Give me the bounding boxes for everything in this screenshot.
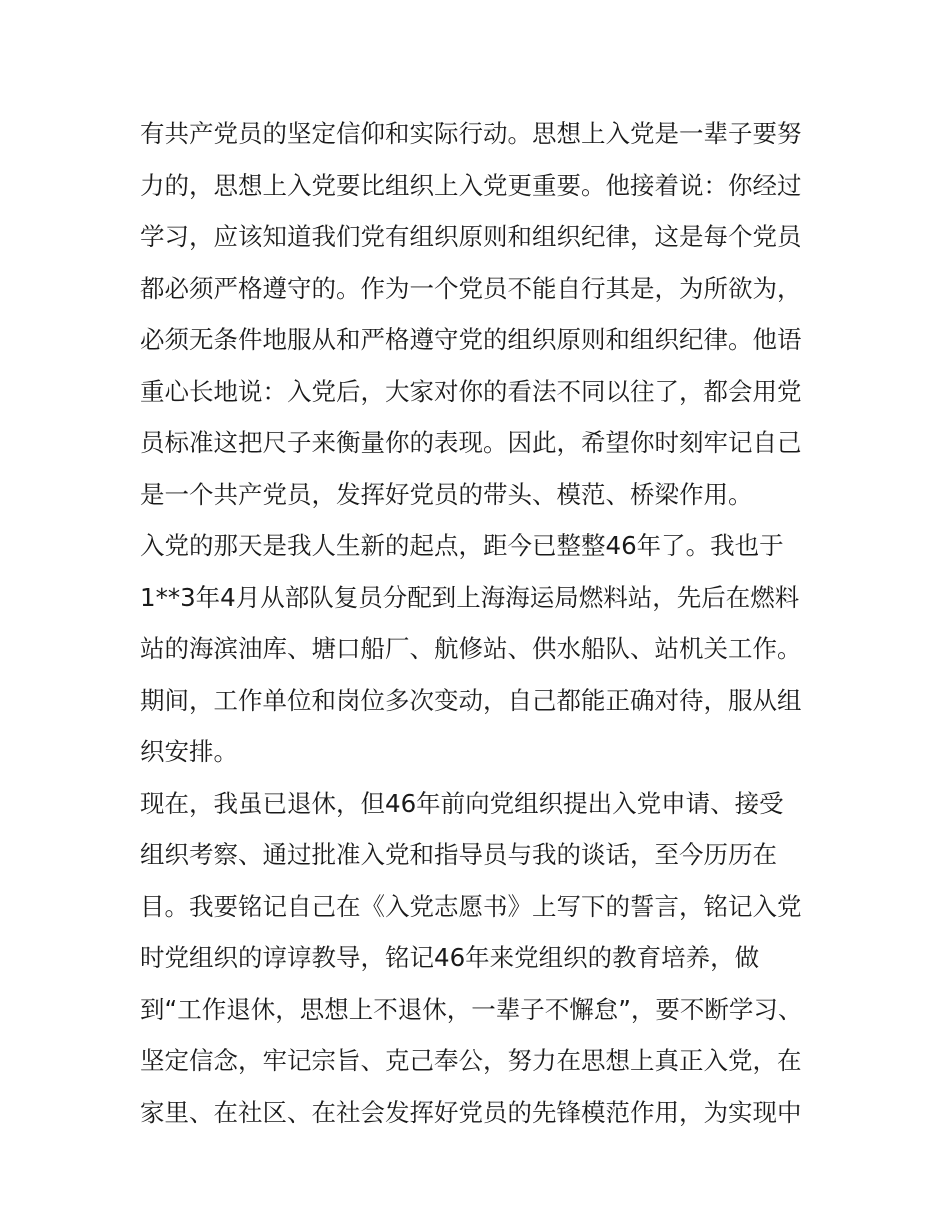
text-line: 重心长地说：入党后，大家对你的看法不同以往了，都会用党: [140, 376, 802, 406]
text-line: 入党的那天是我人生新的起点，距今已整整46年了。我也于: [140, 531, 784, 560]
text-line: 都必须严格遵守的。作为一个党员不能自行其是，为所欲为，: [140, 273, 802, 303]
text-line: 到“工作退休，思想上不退休，一辈子不懈怠”，要不断学习、: [140, 994, 803, 1024]
text-line: 期间，工作单位和岗位多次变动，自己都能正确对待，服从组: [140, 685, 802, 715]
text-line: 站的海滨油库、塘口船厂、航修站、供水船队、站机关工作。: [140, 634, 802, 663]
text-line: 是一个共产党员，发挥好党员的带头、模范、桥梁作用。: [140, 479, 753, 509]
text-line: 时党组织的谆谆教导，铭记46年来党组织的教育培养，做: [140, 943, 760, 972]
body-text: [140, 108, 820, 1138]
text-line: 织安排。: [140, 737, 238, 766]
text-line: 家里、在社区、在社会发挥好党员的先锋模范作用，为实现中: [140, 1097, 802, 1127]
text-line: 现在，我虽已退休，但46年前向党组织提出入党申请、接受: [140, 788, 784, 818]
text-line: 员标准这把尺子来衡量你的表现。因此，希望你时刻牢记自己: [140, 428, 802, 457]
text-line: 目。我要铭记自己在《入党志愿书》上写下的誓言，铭记入党: [140, 891, 802, 921]
text-line: 力的，思想上入党要比组织上入党更重要。他接着说：你经过: [140, 170, 802, 200]
text-line: 必须无条件地服从和严格遵守党的组织原则和组织纪律。他语: [140, 325, 802, 354]
text-line: 学习，应该知道我们党有组织原则和组织纪律，这是每个党员: [140, 222, 802, 251]
text-line: 1**3年4月从部队复员分配到上海海运局燃料站，先后在燃料: [140, 582, 800, 612]
text-line: 有共产党员的坚定信仰和实际行动。思想上入党是一辈子要努: [140, 119, 802, 148]
text-line: 组织考察、通过批准入党和指导员与我的谈话，至今历历在: [140, 840, 777, 869]
text-line: 坚定信念，牢记宗旨、克己奉公，努力在思想上真正入党，在: [140, 1046, 802, 1075]
